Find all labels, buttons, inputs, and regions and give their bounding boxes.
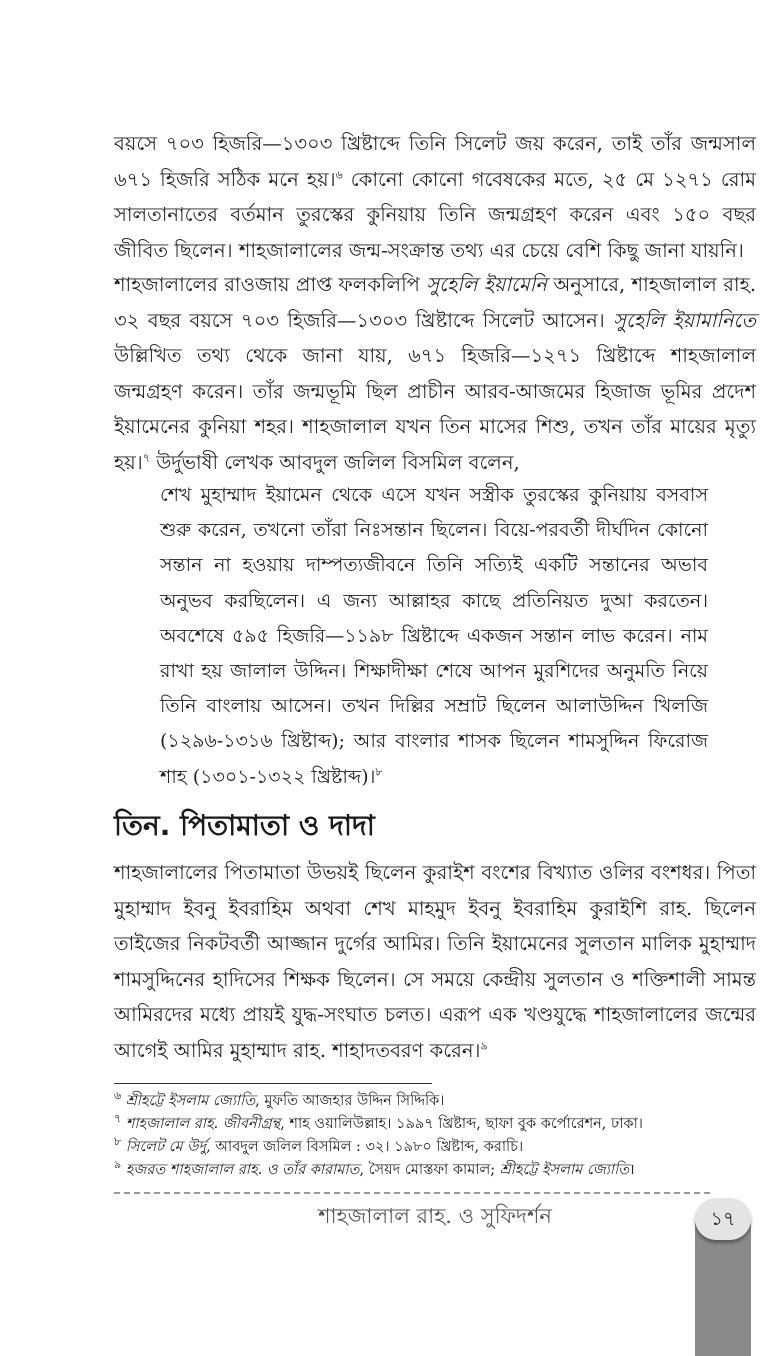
quote-text: শেখ মুহাম্মাদ ইয়ামেন থেকে এসে যখন সস্ত্রীক তুরস্কের কুনিয়ায় বসবাস শুরু করেন, তখনো তাঁরা নিঃসন্তান ছিলেন। বিয়ে-পরবর্তী দীর্ঘদিন কোনো সন্তান না হওয়ায় দাম্পত্যজীবনে তিনি সত্যিই একটি সন্তানের অভাব অনুভব করছিলেন। এ জন্য আল্লাহর কাছে প্রতিনিয়ত দুআ করতেন। অবশেষে ৫৯৫ হিজরি—১১৯৮ খ্রিষ্টাব্দে একজন সন্তান লাভ করেন। নাম রাখা হয় জালাল উদ্দিন। শিক্ষাদীক্ষা শেষে আপন মুরশিদের অনুমতি নিয়ে তিনি বাংলায় আসেন। তখন দিল্লির সম্রাট ছিলেন আলাউদ্দিন খিলজি (১২৯৬-১৩১৬ খ্রিষ্টাব্দ); আর বাংলার শাসক ছিলেন শামসুদ্দিন ফিরোজ শাহ (১৩০১-১৩২২ খ্রিষ্টাব্দ)। bbox=[160, 484, 708, 788]
footnote-number: ৬ bbox=[114, 1089, 122, 1103]
paragraph-text: উর্দুভাষী লেখক আবদুল জলিল বিসমিল বলেন, bbox=[149, 450, 520, 474]
paragraph-text: কোনো কোনো গবেষকের মতে, ২৫ মে ১২৭১ রোম সালতানাতের বর্তমান তুরস্কের কুনিয়ায় তিনি জন্মগ্রহণ করেন এবং ১৫০ বছর জীবিত ছিলেন। শাহজালালের জন্ম-সংক্রান্ত তথ্য এর চেয়ে বেশি কিছু জানা যায়নি। bbox=[114, 167, 756, 262]
paragraph-text: বয়সে ৭০৩ হিজরি—১৩০৩ খ্রিষ্টাব্দে তিনি সিলেট জয় করেন, তাই তাঁর জন্মসাল ৬৭১ হিজরি সঠিক মনে হয়। bbox=[114, 132, 756, 191]
footnote-marker: ৭ bbox=[142, 451, 150, 464]
footnote-text: , আবদুল জলিল বিসমিল : ৩২। ১৯৮০ খ্রিষ্টাব্দ, করাচি। bbox=[206, 1139, 524, 1155]
footnote-number: ৭ bbox=[114, 1112, 122, 1126]
footnote-marker: ৬ bbox=[335, 168, 343, 181]
footnote bbox=[114, 1136, 764, 1159]
italic-title: সুহেলি ইয়ামেনি bbox=[426, 273, 547, 296]
block-quote bbox=[160, 478, 708, 795]
footnote-text: । bbox=[629, 1162, 635, 1178]
footnote-title: শ্রীহট্টে ইসলাম জ্যোতি bbox=[125, 1093, 256, 1109]
body-paragraph-2 bbox=[114, 267, 756, 480]
footnote-title: শাহজালাল রাহ. জীবনীগ্রন্থ bbox=[125, 1116, 281, 1132]
footnote-number: ৯ bbox=[114, 1158, 122, 1172]
running-footer: শাহজালাল রাহ. ও সুফিদর্শন bbox=[318, 1204, 552, 1228]
section-heading: তিন. পিতামাতা ও দাদা bbox=[114, 809, 375, 842]
footer-dashed-rule bbox=[114, 1192, 710, 1194]
footnotes bbox=[114, 1090, 764, 1182]
body-paragraph-1 bbox=[114, 126, 756, 268]
paragraph-text: অনুসারে, শাহজালাল রাহ. ৩২ বছর বয়সে ৭০৩ হিজরি—১৩০৩ খ্রিষ্টাব্দে সিলেট আসেন। bbox=[114, 273, 757, 332]
footnote-title: হজরত শাহজালাল রাহ. ও তাঁর কারামাত bbox=[125, 1162, 360, 1178]
footnote-title: সিলেট মে উর্দু bbox=[125, 1139, 207, 1155]
footnote bbox=[114, 1113, 764, 1136]
footnote bbox=[114, 1090, 764, 1113]
footnote-text: , শাহ ওয়ালিউল্লাহ। ১৯৯৭ খ্রিষ্টাব্দ, ছাফা বুক কর্পোরেশন, ঢাকা। bbox=[280, 1116, 643, 1132]
paragraph-text: উল্লিখিত তথ্য থেকে জানা যায়, ৬৭১ হিজরি—১২৭১ খ্রিষ্টাব্দে শাহজালাল জন্মগ্রহণ করেন। তাঁর জন্মভূমি ছিল প্রাচীন আরব-আজমের হিজাজ ভূমির প্রদেশ ইয়ামেনের কুনিয়া শহর। শাহজালাল যখন তিন মাসের শিশু, তখন তাঁর মায়ের মৃত্যু হয়। bbox=[114, 344, 756, 474]
paragraph-text: শাহজালালের পিতামাতা উভয়ই ছিলেন কুরাইশ বংশের বিখ্যাত ওলির বংশধর। পিতা মুহাম্মাদ ইবনু ইবরাহিম অথবা শেখ মাহমুদ ইবনু ইবরাহিম কুরাইশি রাহ. ছিলেন তাইজের নিকটবর্তী আজ্জান দুর্গের আমির। তিনি ইয়ামেনের সুলতান মালিক মুহাম্মাদ শামসুদ্দিনের হাদিসের শিক্ষক ছিলেন। সে সময়ে কেন্দ্রীয় সুলতান ও শক্তিশালী সামন্ত আমিরদের মধ্যে প্রায়ই যুদ্ধ-সংঘাত চলত। এরূপ এক খণ্ডযুদ্ধে শাহজালালের জন্মের আগেই আমির মুহাম্মাদ রাহ. শাহাদতবরণ করেন। bbox=[114, 861, 756, 1062]
italic-title: সুহেলি ইয়ামানিতে bbox=[613, 308, 756, 332]
body-paragraph-3 bbox=[114, 855, 756, 1068]
paragraph-text: শাহজালালের রাওজায় প্রাপ্ত ফলকলিপি bbox=[114, 273, 427, 296]
footnote-divider bbox=[114, 1083, 432, 1084]
footnote-text: , মুফতি আজহার উদ্দিন সিদ্দিকি। bbox=[255, 1093, 445, 1109]
page-number: ১৭ bbox=[695, 1198, 751, 1240]
footnote bbox=[114, 1159, 764, 1182]
footnote-number: ৮ bbox=[114, 1135, 122, 1149]
footnote-marker: ৯ bbox=[480, 1039, 488, 1052]
footnote-marker: ৮ bbox=[375, 765, 383, 779]
footnote-title: শ্রীহট্টে ইসলাম জ্যোতি bbox=[499, 1162, 630, 1178]
footnote-text: , সৈয়দ মোস্তফা কামাল; bbox=[359, 1162, 500, 1178]
